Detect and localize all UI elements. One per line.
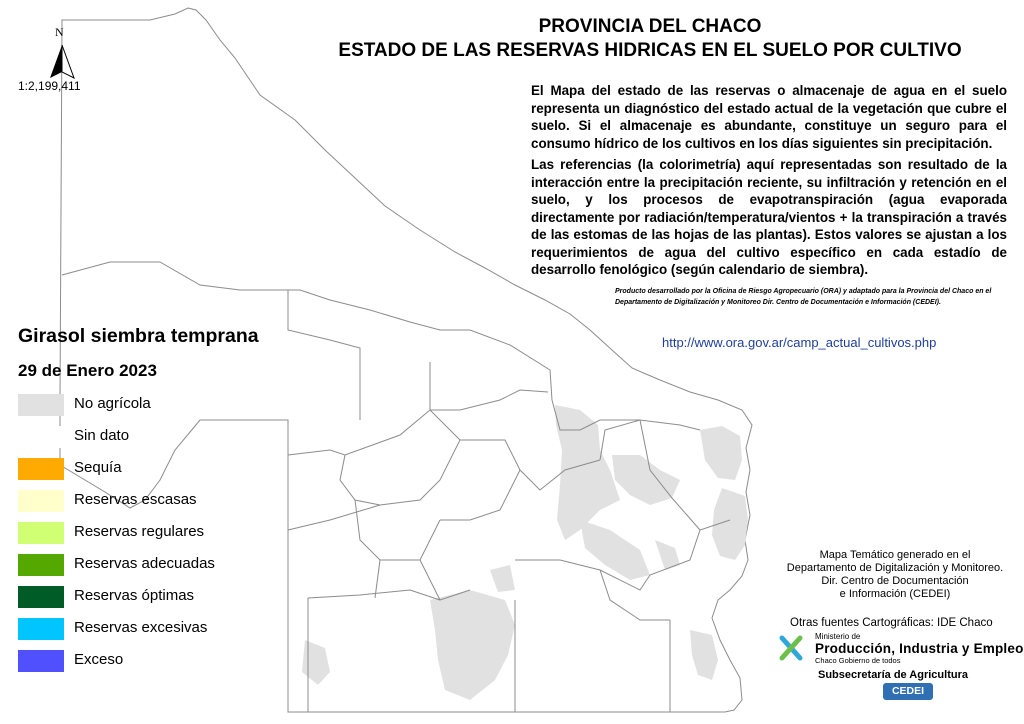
description-paragraph-1: El Mapa del estado de las reservas o almacenaje de agua en el suelo representa un diagnóstico del estado actual de la vegetación que cubre el suelo. Si el almacenaje es abundante, constituye un seguro para el consumo hídrico de los cultivos en los días siguientes sin precipitación. xyxy=(531,83,1007,151)
ministry-tagline: Chaco Gobierno de todos xyxy=(815,656,901,665)
legend-label: Sequía xyxy=(74,459,122,476)
legend-swatch xyxy=(18,426,64,448)
generated-by-line: Dir. Centro de Documentación xyxy=(821,575,969,587)
legend-label: Reservas óptimas xyxy=(74,587,195,604)
generated-by-line: e Información (CEDEI) xyxy=(839,588,951,600)
legend-swatch xyxy=(18,490,64,512)
legend-swatch xyxy=(18,458,64,480)
legend-swatch xyxy=(18,618,64,640)
source-url[interactable]: http://www.ora.gov.ar/camp_actual_cultivos.php xyxy=(662,335,937,350)
north-label: N xyxy=(55,25,64,39)
map-scale: 1:2,199,411 xyxy=(18,79,81,93)
ministry-label: Ministerio de xyxy=(815,632,861,641)
legend-label: Reservas escasas xyxy=(74,491,197,508)
legend-label: Reservas excesivas xyxy=(74,619,208,636)
legend-swatch xyxy=(18,394,64,416)
legend-swatch xyxy=(18,522,64,544)
legend-label: Reservas regulares xyxy=(74,523,205,540)
description-paragraph-2: Las referencias (la colorimetría) aquí representadas son resultado de la interacción entre la precipitación reciente, su infiltración y retención en el suelo, y los procesos de evapotranspiración (agua evaporada directamente por radiación/temperatura/vientos + la transpiración a través de las estomas de las hojas de las plantas). Estos valores se ajustan a los requerimientos de agua del cultivo específico en cada estadío de desarrollo fenológico (según calendario de siembra). xyxy=(531,157,1007,277)
other-sources: Otras fuentes Cartográficas: IDE Chaco xyxy=(790,617,993,629)
generated-by-note xyxy=(770,549,1020,601)
legend-title: Girasol siembra temprana xyxy=(18,325,259,347)
legend-swatch xyxy=(18,650,64,672)
title-main: ESTADO DE LAS RESERVAS HIDRICAS EN EL SUELO POR CULTIVO xyxy=(338,40,962,61)
product-credit: Producto desarrollado por la Oficina de Riesgo Agropecuario (ORA) y adaptado para la Provincia del Chaco en el Departamento de Digitalización y Monitoreo Dir. Centro de Documentación e Información (CEDEI). xyxy=(615,288,992,306)
legend-swatch xyxy=(18,586,64,608)
legend-label: No agrícola xyxy=(74,395,151,412)
legend-label: Exceso xyxy=(74,651,124,668)
ministry-name: Producción, Industria y Empleo xyxy=(815,641,1024,656)
ministry-logo-icon xyxy=(782,638,800,658)
legend-swatch xyxy=(18,554,64,576)
legend-label: Reservas adecuadas xyxy=(74,555,215,572)
subsecretaria-label: Subsecretaría de Agricultura xyxy=(818,669,968,681)
generated-by-line: Departamento de Digitalización y Monitoreo. xyxy=(786,562,1004,574)
title-province: PROVINCIA DEL CHACO xyxy=(538,16,762,37)
cedei-logo: CEDEI xyxy=(883,683,933,700)
generated-by-line: Mapa Temático generado en el xyxy=(819,549,971,561)
legend-label: Sin dato xyxy=(74,427,130,444)
legend-date: 29 de Enero 2023 xyxy=(18,361,157,380)
